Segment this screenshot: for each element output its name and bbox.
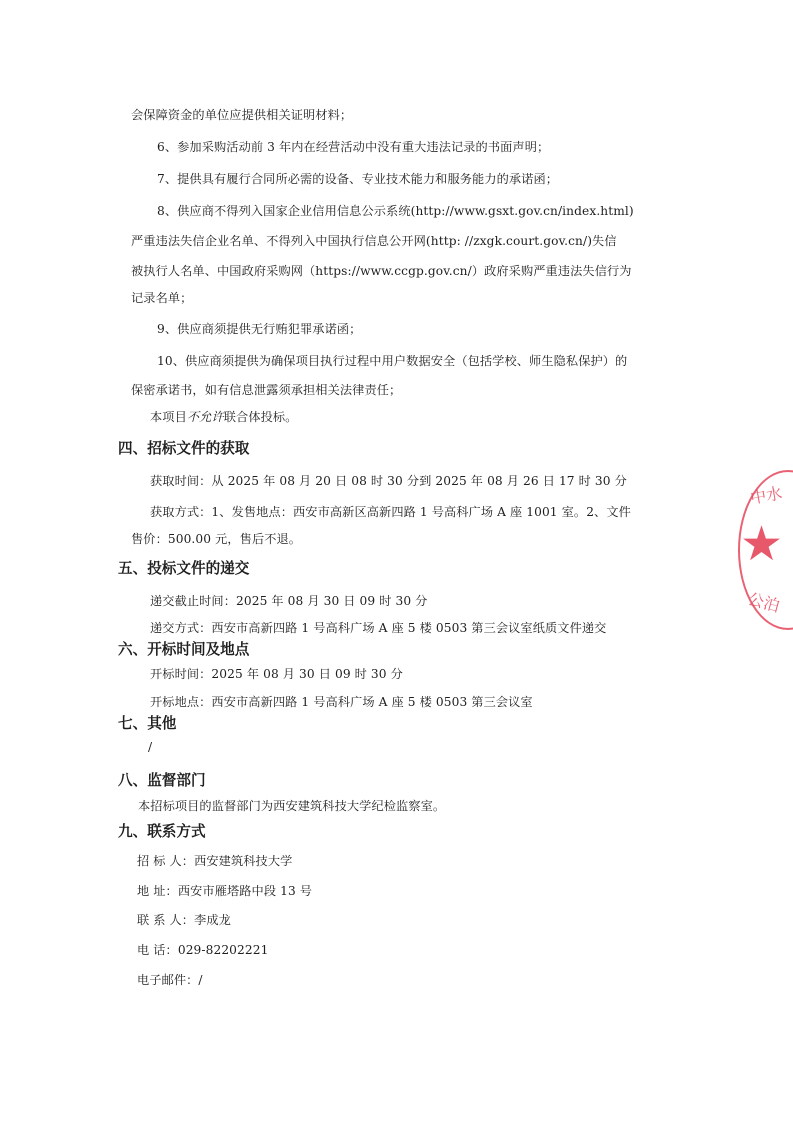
consortium-emphasis: 不允许	[186, 410, 224, 424]
section-heading-9: 九、联系方式	[118, 823, 206, 840]
text-line: 6、参加采购活动前 3 年内在经营活动中没有重大违法记录的书面声明；	[157, 140, 550, 154]
contact-tenderer: 招 标 人：西安建筑科技大学	[137, 854, 293, 868]
contact-email: 电子邮件：/	[137, 973, 203, 987]
seal-text-bottom: 公泊	[745, 589, 782, 616]
text-line: 被执行人名单、中国政府采购网（https://www.ccgp.gov.cn/）政府采购严重违法失信行为	[131, 264, 632, 278]
section-heading-5: 五、投标文件的递交	[118, 560, 250, 577]
text-line: 7、提供具有履行合同所必需的设备、专业技术能力和服务能力的承诺函；	[157, 172, 559, 186]
text-line: 9、供应商须提供无行贿犯罪承诺函；	[157, 322, 362, 336]
text-line: 开标时间：2025 年 08 月 30 日 09 时 30 分	[150, 667, 403, 681]
consortium-prefix: 本项目	[150, 410, 187, 424]
section-heading-7: 七、其他	[118, 715, 177, 732]
contact-address: 地 址：西安市雁塔路中段 13 号	[137, 884, 313, 898]
text-line: 本招标项目的监督部门为西安建筑科技大学纪检监察室。	[138, 799, 446, 813]
text-line: 递交方式：西安市高新四路 1 号高科广场 A 座 5 楼 0503 第三会议室纸质文件递交	[150, 621, 607, 635]
text-line: 获取方式：1、发售地点：西安市高新区高新四路 1 号高科广场 A 座 1001 室。2、文件	[150, 505, 631, 519]
text-line: 记录名单；	[131, 291, 193, 305]
section-heading-8: 八、监督部门	[118, 772, 206, 789]
text-line: /	[148, 740, 153, 754]
section-heading-4: 四、招标文件的获取	[118, 440, 250, 457]
consortium-suffix: 联合体投标。	[223, 410, 298, 424]
consortium-statement	[150, 408, 297, 425]
text-line: 会保障资金的单位应提供相关证明材料；	[131, 108, 353, 122]
text-line: 10、供应商须提供为确保项目执行过程中用户数据安全（包括学校、师生隐私保护）的	[157, 354, 628, 368]
text-line: 8、供应商不得列入国家企业信用信息公示系统(http://www.gsxt.gov.cn/index.html)	[157, 204, 634, 218]
seal-text-top: 中水	[748, 483, 784, 508]
text-line: 开标地点：西安市高新四路 1 号高科广场 A 座 5 楼 0503 第三会议室	[150, 695, 533, 709]
section-heading-6: 六、开标时间及地点	[118, 641, 250, 658]
text-line: 保密承诺书，如有信息泄露须承担相关法律责任；	[131, 383, 402, 397]
text-line: 严重违法失信企业名单、不得列入中国执行信息公开网(http: //zxgk.court.gov.cn/)失信	[131, 234, 617, 248]
text-line: 递交截止时间：2025 年 08 月 30 日 09 时 30 分	[150, 594, 428, 608]
text-line: 获取时间：从 2025 年 08 月 20 日 08 时 30 分到 2025 年 08 月 26 日 17 时 30 分	[150, 474, 627, 488]
seal-star-icon: ★	[740, 516, 784, 572]
contact-phone: 电 话：029-82202221	[137, 943, 269, 957]
contact-person: 联 系 人：李成龙	[137, 913, 231, 927]
text-line: 售价：500.00 元，售后不退。	[131, 532, 302, 546]
